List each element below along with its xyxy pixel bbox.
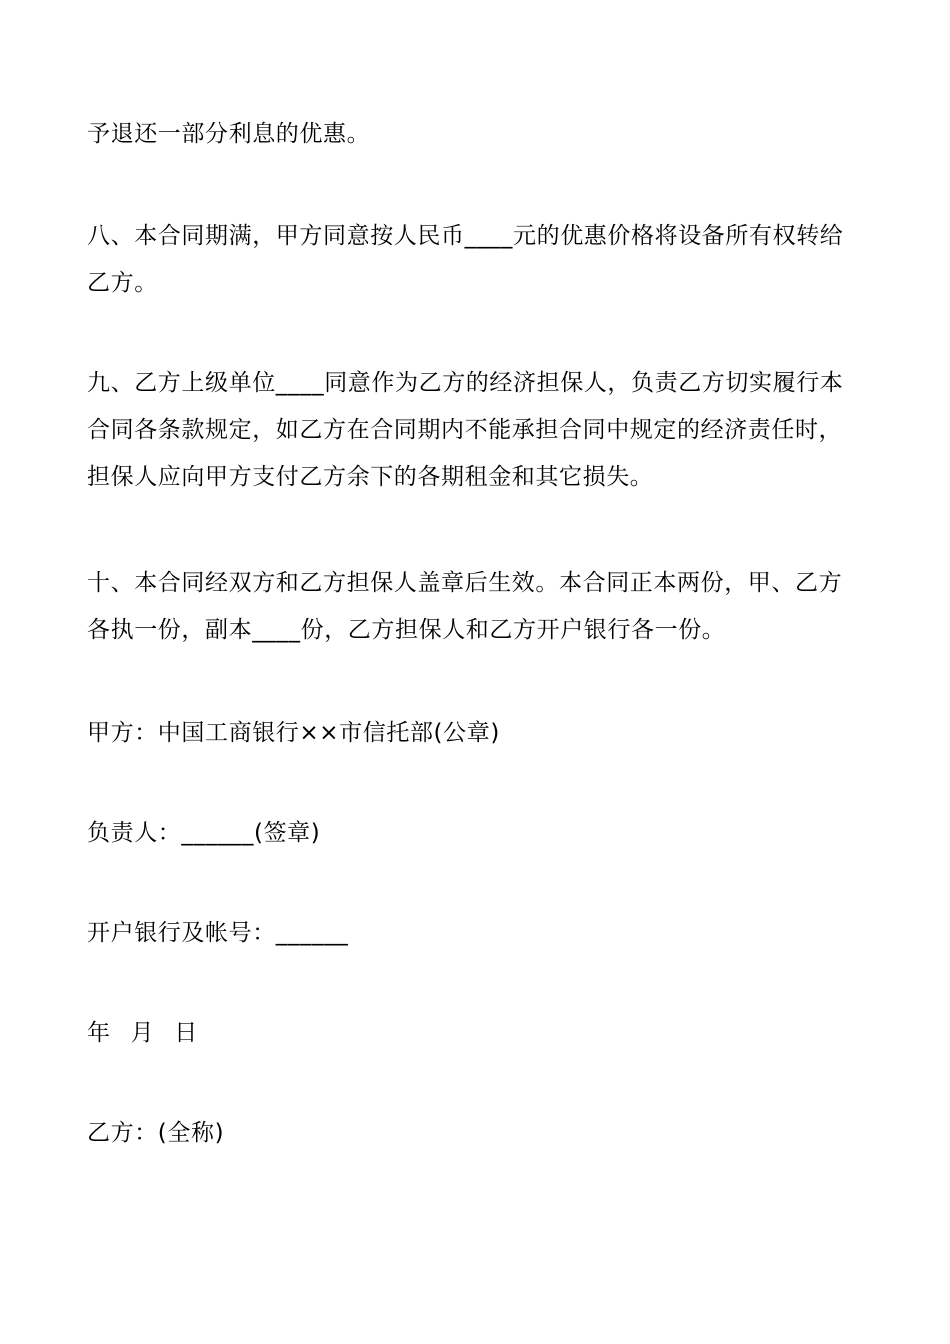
bank-account-text: 开户银行及帐号：______ (87, 920, 349, 946)
party-a-text: 甲方：中国工商银行××市信托部(公章) (87, 720, 500, 746)
person-in-charge-line (87, 810, 867, 857)
date-day: 日 (174, 1020, 198, 1046)
text-line: 各执一份，副本____份，乙方担保人和乙方开户银行各一份。 (87, 617, 726, 643)
text-line: 八、本合同期满，甲方同意按人民币____元的优惠价格将设备所有权转给 (87, 223, 844, 249)
date-text (87, 1010, 867, 1057)
party-a-line (87, 710, 867, 757)
person-in-charge-text: 负责人：______(签章) (87, 820, 321, 846)
clause-8-ownership-transfer (87, 213, 867, 307)
clause-10-effectiveness (87, 560, 867, 654)
text-line: 九、乙方上级单位____同意作为乙方的经济担保人，负责乙方切实履行本 (87, 370, 844, 396)
date-line (87, 1010, 867, 1057)
date-year: 年 (87, 1020, 111, 1046)
party-b-text: 乙方：(全称) (87, 1120, 225, 1146)
paragraph-interest-refund (87, 111, 867, 158)
text-line: 予退还一部分利息的优惠。 (87, 121, 371, 147)
text-line: 乙方。 (87, 270, 158, 296)
text-line: 担保人应向甲方支付乙方余下的各期租金和其它损失。 (87, 464, 654, 490)
bank-account-line (87, 910, 867, 957)
text-line: 十、本合同经双方和乙方担保人盖章后生效。本合同正本两份，甲、乙方 (87, 570, 843, 596)
clause-9-guarantor (87, 360, 867, 501)
text-line: 合同各条款规定，如乙方在合同期内不能承担合同中规定的经济责任时， (87, 417, 843, 443)
date-month: 月 (130, 1020, 155, 1046)
party-b-line (87, 1110, 867, 1157)
